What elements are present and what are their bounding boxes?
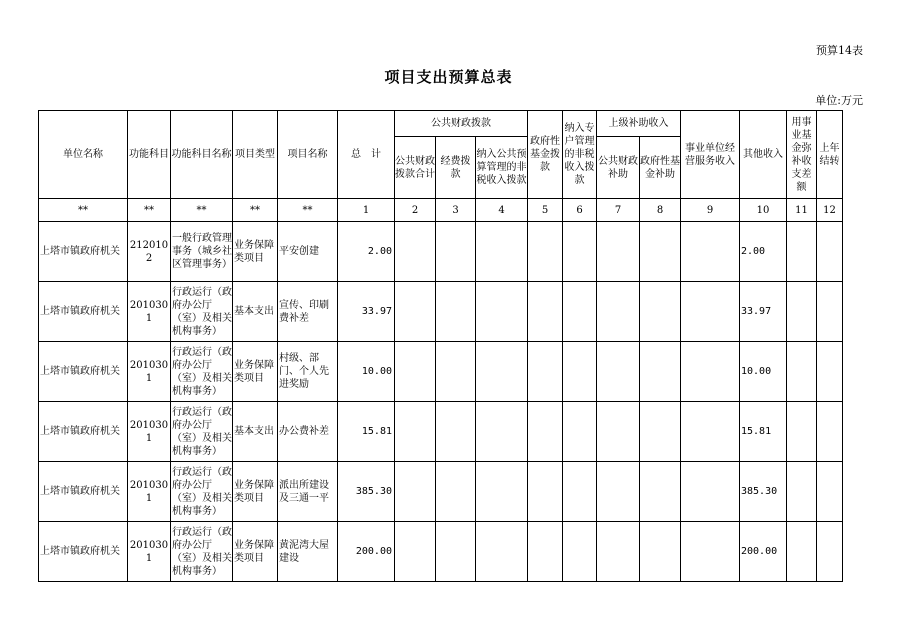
cell-empty <box>563 342 597 402</box>
cell-func-name <box>171 342 233 402</box>
cell-other-income: 10.00 <box>740 342 787 402</box>
cell-empty <box>817 462 843 522</box>
col-proj-name: 项目名称 <box>278 111 338 199</box>
cell-proj-type-text: 业务保障类项目 <box>234 539 274 564</box>
cell-func-name <box>171 522 233 582</box>
cell-empty <box>395 222 436 282</box>
cell-empty <box>476 462 528 522</box>
cell-empty <box>476 342 528 402</box>
cell-empty <box>476 222 528 282</box>
cell-empty <box>597 462 640 522</box>
cell-empty <box>640 222 681 282</box>
cell-func-code: 2010301 <box>128 522 171 582</box>
cell-func-code: 2010301 <box>128 402 171 462</box>
cell-unit-name: 上塔市镇政府机关 <box>39 342 128 402</box>
cell-empty <box>640 522 681 582</box>
cell-proj-name <box>278 522 338 582</box>
cell-empty <box>476 402 528 462</box>
cell-empty <box>436 462 476 522</box>
cell-total: 385.30 <box>338 462 395 522</box>
cell-total: 2.00 <box>338 222 395 282</box>
index-cell: ** <box>233 199 278 222</box>
cell-proj-type-text: 业务保障类项目 <box>234 359 274 384</box>
cell-empty <box>597 342 640 402</box>
cell-empty <box>563 402 597 462</box>
cell-empty <box>681 222 740 282</box>
col-special-account <box>563 111 597 199</box>
cell-empty <box>528 342 563 402</box>
cell-empty <box>528 222 563 282</box>
cell-proj-name-text: 派出所建设及三通一平 <box>279 479 329 504</box>
col-public-sub1: 公共财政拨款合计 <box>395 137 436 199</box>
cell-empty <box>681 402 740 462</box>
col-public-sub2: 经费拨款 <box>436 137 476 199</box>
cell-proj-name <box>278 282 338 342</box>
cell-empty <box>787 342 817 402</box>
cell-func-name <box>171 402 233 462</box>
cell-empty <box>597 222 640 282</box>
cell-empty <box>597 402 640 462</box>
index-cell: ** <box>278 199 338 222</box>
col-biz-income: 事业单位经营服务收入 <box>681 111 740 199</box>
cell-proj-name-text: 平安创建 <box>279 246 319 257</box>
cell-empty <box>436 522 476 582</box>
cell-empty <box>476 522 528 582</box>
col-carryover: 上年结转 <box>817 111 843 199</box>
cell-empty <box>681 522 740 582</box>
cell-empty <box>787 222 817 282</box>
index-cell: 9 <box>681 199 740 222</box>
cell-proj-name <box>278 462 338 522</box>
cell-proj-type <box>233 282 278 342</box>
cell-empty <box>563 282 597 342</box>
cell-proj-name-text: 村级、部门、个人先进奖励 <box>279 353 329 390</box>
cell-empty <box>436 342 476 402</box>
cell-func-code: 2010301 <box>128 342 171 402</box>
index-row <box>39 199 843 222</box>
cell-empty <box>817 342 843 402</box>
cell-empty <box>597 522 640 582</box>
cell-func-name-text: 一般行政管理事务（城乡社区管理事务） <box>172 233 232 270</box>
cell-proj-name-text: 黄泥湾大屋建设 <box>279 539 329 564</box>
col-total: 总 计 <box>338 111 395 199</box>
cell-proj-type <box>233 462 278 522</box>
col-unit-name: 单位名称 <box>39 111 128 199</box>
cell-other-income: 2.00 <box>740 222 787 282</box>
index-cell: 3 <box>436 199 476 222</box>
table-row <box>39 342 843 402</box>
cell-empty <box>436 402 476 462</box>
cell-empty <box>817 222 843 282</box>
index-cell: ** <box>39 199 128 222</box>
cell-func-name <box>171 282 233 342</box>
page-title: 项目支出预算总表 <box>384 68 513 86</box>
table-row <box>39 402 843 462</box>
cell-proj-type <box>233 222 278 282</box>
index-cell: 8 <box>640 199 681 222</box>
table-row <box>39 522 843 582</box>
index-cell: 2 <box>395 199 436 222</box>
cell-empty <box>681 342 740 402</box>
cell-func-name-text: 行政运行（政府办公厅（室）及相关机构事务） <box>172 466 232 517</box>
col-func-name: 功能科目名称 <box>171 111 233 199</box>
cell-empty <box>436 222 476 282</box>
col-special-account-label: 纳入专户管理的非税收入拨款 <box>564 123 595 186</box>
cell-proj-name-text: 宣传、印刷费补差 <box>279 299 329 324</box>
index-cell: 12 <box>817 199 843 222</box>
cell-empty <box>640 282 681 342</box>
cell-empty <box>395 522 436 582</box>
cell-proj-type <box>233 342 278 402</box>
cell-proj-type <box>233 402 278 462</box>
cell-empty <box>681 282 740 342</box>
cell-empty <box>787 522 817 582</box>
cell-func-code: 2120102 <box>128 222 171 282</box>
cell-total: 33.97 <box>338 282 395 342</box>
cell-empty <box>395 402 436 462</box>
form-number: 预算14表 <box>816 44 863 57</box>
table-row <box>39 462 843 522</box>
col-upper-sub2: 政府性基金补助 <box>640 137 681 199</box>
cell-func-name-text: 行政运行（政府办公厅（室）及相关机构事务） <box>172 526 232 577</box>
table-row <box>39 282 843 342</box>
cell-empty <box>681 462 740 522</box>
cell-proj-type-text: 业务保障类项目 <box>234 239 274 264</box>
cell-func-name-text: 行政运行（政府办公厅（室）及相关机构事务） <box>172 286 232 337</box>
col-fund-offset: 用事业基金弥补收支差额 <box>787 111 817 199</box>
col-gov-fund: 政府性基金拨款 <box>528 111 563 199</box>
cell-other-income: 15.81 <box>740 402 787 462</box>
index-cell: 6 <box>563 199 597 222</box>
index-cell: 1 <box>338 199 395 222</box>
cell-empty <box>395 462 436 522</box>
unit-label: 单位:万元 <box>815 94 863 107</box>
cell-proj-name <box>278 402 338 462</box>
cell-unit-name: 上塔市镇政府机关 <box>39 402 128 462</box>
cell-empty <box>597 282 640 342</box>
cell-empty <box>787 462 817 522</box>
cell-empty <box>640 342 681 402</box>
cell-empty <box>395 282 436 342</box>
index-cell: 5 <box>528 199 563 222</box>
cell-empty <box>563 522 597 582</box>
index-cell: ** <box>128 199 171 222</box>
cell-proj-name <box>278 222 338 282</box>
cell-empty <box>528 402 563 462</box>
cell-unit-name: 上塔市镇政府机关 <box>39 222 128 282</box>
cell-empty <box>563 462 597 522</box>
budget-table <box>38 110 843 582</box>
cell-empty <box>817 282 843 342</box>
index-cell: 11 <box>787 199 817 222</box>
cell-total: 10.00 <box>338 342 395 402</box>
cell-func-name-text: 行政运行（政府办公厅（室）及相关机构事务） <box>172 406 232 457</box>
index-cell: 10 <box>740 199 787 222</box>
index-cell: ** <box>171 199 233 222</box>
cell-func-name <box>171 462 233 522</box>
cell-empty <box>787 282 817 342</box>
cell-empty <box>528 282 563 342</box>
cell-proj-type-text: 业务保障类项目 <box>234 479 274 504</box>
cell-proj-type-text: 基本支出 <box>234 306 274 317</box>
index-cell: 4 <box>476 199 528 222</box>
cell-empty <box>476 282 528 342</box>
cell-empty <box>640 462 681 522</box>
col-proj-type: 项目类型 <box>233 111 278 199</box>
cell-empty <box>787 402 817 462</box>
cell-other-income: 200.00 <box>740 522 787 582</box>
cell-func-name-text: 行政运行（政府办公厅（室）及相关机构事务） <box>172 346 232 397</box>
cell-total: 15.81 <box>338 402 395 462</box>
cell-empty <box>528 522 563 582</box>
col-upper-sub1: 公共财政补助 <box>597 137 640 199</box>
cell-empty <box>436 282 476 342</box>
col-other-income: 其他收入 <box>740 111 787 199</box>
cell-proj-type <box>233 522 278 582</box>
cell-proj-name-text: 办公费补差 <box>279 426 329 437</box>
cell-other-income: 385.30 <box>740 462 787 522</box>
cell-unit-name: 上塔市镇政府机关 <box>39 282 128 342</box>
cell-unit-name: 上塔市镇政府机关 <box>39 522 128 582</box>
cell-empty <box>817 522 843 582</box>
cell-func-code: 2010301 <box>128 282 171 342</box>
cell-proj-name <box>278 342 338 402</box>
cell-func-name <box>171 222 233 282</box>
cell-empty <box>528 462 563 522</box>
cell-empty <box>640 402 681 462</box>
cell-other-income: 33.97 <box>740 282 787 342</box>
cell-total: 200.00 <box>338 522 395 582</box>
index-cell: 7 <box>597 199 640 222</box>
col-public-sub3: 纳入公共预算管理的非税收入拨款 <box>476 137 528 199</box>
col-public-group: 公共财政拨款 <box>395 111 528 137</box>
cell-empty <box>395 342 436 402</box>
col-func-code: 功能科目 <box>128 111 171 199</box>
cell-unit-name: 上塔市镇政府机关 <box>39 462 128 522</box>
cell-func-code: 2010301 <box>128 462 171 522</box>
col-upper-group: 上级补助收入 <box>597 111 681 137</box>
cell-proj-type-text: 基本支出 <box>234 426 274 437</box>
table-row <box>39 222 843 282</box>
cell-empty <box>817 402 843 462</box>
cell-empty <box>563 222 597 282</box>
